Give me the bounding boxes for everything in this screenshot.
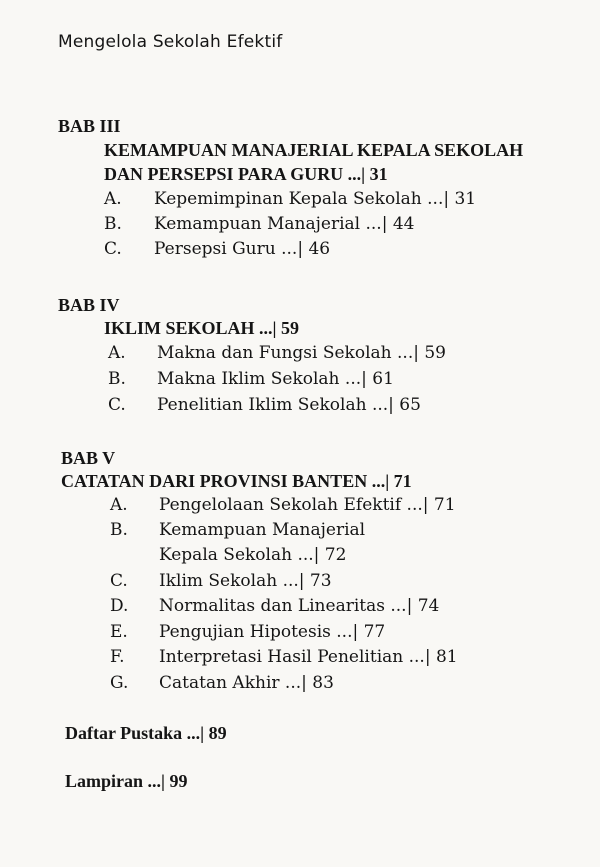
toc-item: Iklim Sekolah ...| 73 <box>159 571 332 591</box>
toc-item: Kemampuan Manajerial ...| 44 <box>154 214 415 234</box>
chapter-title-line: CATATAN DARI PROVINSI BANTEN ...| 71 <box>61 471 412 491</box>
toc-item-letter: F. <box>110 647 125 667</box>
toc-item-letter: A. <box>110 495 128 515</box>
toc-item-letter: C. <box>110 571 128 591</box>
chapter-label-bab-iv: BAB IV <box>58 295 120 315</box>
toc-item: Kepemimpinan Kepala Sekolah ...| 31 <box>154 189 477 209</box>
chapter-title-line: IKLIM SEKOLAH ...| 59 <box>104 318 299 338</box>
toc-item: Catatan Akhir ...| 83 <box>159 673 334 693</box>
back-matter-appendix: Lampiran ...| 99 <box>65 771 188 791</box>
toc-item: Kemampuan Manajerial <box>159 520 366 540</box>
toc-item-letter: E. <box>110 622 128 642</box>
back-matter-bibliography: Daftar Pustaka ...| 89 <box>65 723 227 743</box>
toc-item-letter: C. <box>108 395 126 415</box>
toc-item-letter: C. <box>104 239 122 259</box>
toc-item: Interpretasi Hasil Penelitian ...| 81 <box>159 647 458 667</box>
toc-item: Pengelolaan Sekolah Efektif ...| 71 <box>159 495 456 515</box>
toc-item: Makna dan Fungsi Sekolah ...| 59 <box>157 343 446 363</box>
toc-item: Persepsi Guru ...| 46 <box>154 239 331 259</box>
toc-item-letter: G. <box>110 673 129 693</box>
running-head: Mengelola Sekolah Efektif <box>58 32 283 52</box>
toc-item-letter: A. <box>104 189 122 209</box>
toc-item-letter: D. <box>110 596 129 616</box>
toc-item-letter: A. <box>108 343 126 363</box>
toc-item-continuation: Kepala Sekolah ...| 72 <box>159 545 347 565</box>
toc-item: Penelitian Iklim Sekolah ...| 65 <box>157 395 421 415</box>
toc-item-letter: B. <box>108 369 126 389</box>
toc-item-letter: B. <box>104 214 122 234</box>
toc-item-letter: B. <box>110 520 128 540</box>
chapter-label-bab-iii: BAB III <box>58 116 121 136</box>
chapter-title-line: KEMAMPUAN MANAJERIAL KEPALA SEKOLAH <box>104 140 524 160</box>
chapter-title-line: DAN PERSEPSI PARA GURU ...| 31 <box>104 164 388 184</box>
toc-item: Pengujian Hipotesis ...| 77 <box>159 622 386 642</box>
chapter-label-bab-v: BAB V <box>61 448 116 468</box>
toc-item: Normalitas dan Linearitas ...| 74 <box>159 596 440 616</box>
toc-item: Makna Iklim Sekolah ...| 61 <box>157 369 394 389</box>
